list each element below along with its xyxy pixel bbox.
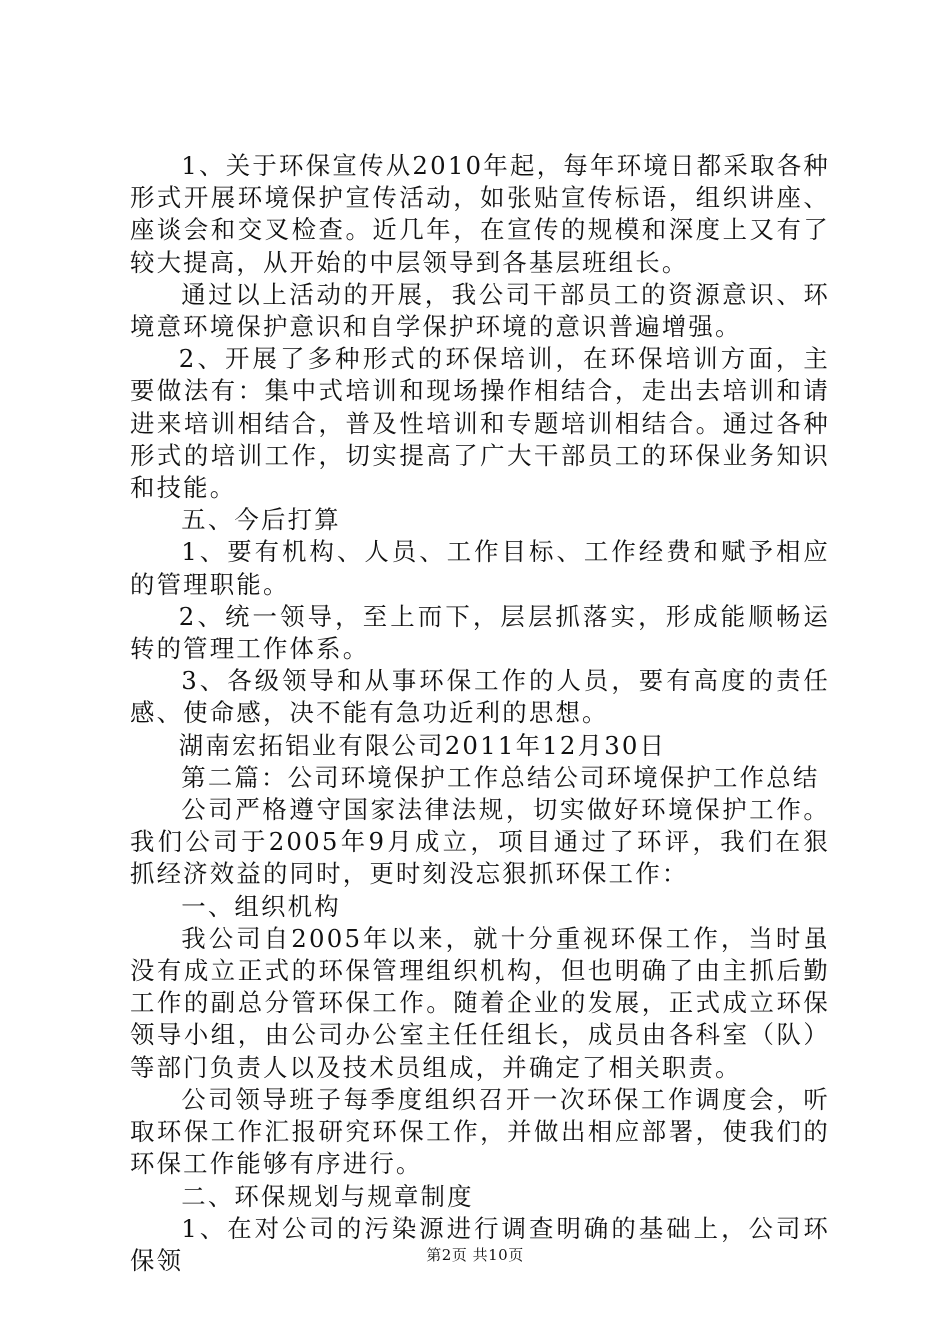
paragraph-quarterly-meeting: 公司领导班子每季度组织召开一次环保工作调度会，听取环保工作汇报研究环保工作，并做出相应部署，使我们的环保工作能够有序进行。 [130,1084,830,1179]
document-body [130,150,830,1277]
paragraph-pollution-survey: 1、在对公司的污染源进行调查明确的基础上，公司环保领 [130,1213,830,1275]
article-two-title: 第二篇：公司环境保护工作总结公司环境保护工作总结 [181,762,820,792]
section-heading-organization: 一、组织机构 [181,891,341,921]
paragraph-organization-details: 我公司自2005年以来，就十分重视环保工作，当时虽没有成立正式的环保管理组织机构，但也明确了由主抓后勤工作的副总分管环保工作。随着企业的发展，正式成立环保领导小组，由公司办公室主任任组长，成员由各科室（队）等部门负责人以及技术员组成，并确定了相关职责。 [130,923,830,1082]
page-footer [0,1245,950,1265]
section-heading-future-plans: 五、今后打算 [181,505,341,535]
page-number-label: 第2页 共10页 [426,1246,524,1264]
section-heading-planning-regulations: 二、环保规划与规章制度 [181,1181,474,1211]
paragraph-plan-item-2: 2、统一领导，至上而下，层层抓落实，形成能顺畅运转的管理工作体系。 [130,601,830,664]
paragraph-company-overview: 公司严格遵守国家法律法规，切实做好环境保护工作。我们公司于2005年9月成立，项目通过了环评，我们在狠抓经济效益的同时，更时刻没忘狠抓环保工作： [130,795,830,889]
paragraph-plan-item-1: 1、要有机构、人员、工作目标、工作经费和赋予相应的管理职能。 [130,537,830,599]
paragraph-environmental-publicity: 1、关于环保宣传从2010年起，每年环境日都采取各种形式开展环境保护宣传活动，如张贴宣传标语，组织讲座、座谈会和交叉检查。近几年，在宣传的规模和深度上又有了较大提高，从开始的中层领导到各基层班组长。 [130,151,830,277]
paragraph-activity-results: 通过以上活动的开展，我公司干部员工的资源意识、环境意环境保护意识和自学保护环境的意识普遍增强。 [130,279,830,342]
paragraph-environmental-training: 2、开展了多种形式的环保培训，在环保培训方面，主要做法有：集中式培训和现场操作相结合，走出去培训和请进来培训相结合，普及性培训和专题培训相结合。通过各种形式的培训工作，切实提高了广大干部员工的环保业务知识和技能。 [130,344,830,503]
paragraph-plan-item-3: 3、各级领导和从事环保工作的人员，要有高度的责任感、使命感，决不能有急功近利的思想。 [130,666,830,728]
signature-line: 湖南宏拓铝业有限公司2011年12月30日 [178,730,667,760]
